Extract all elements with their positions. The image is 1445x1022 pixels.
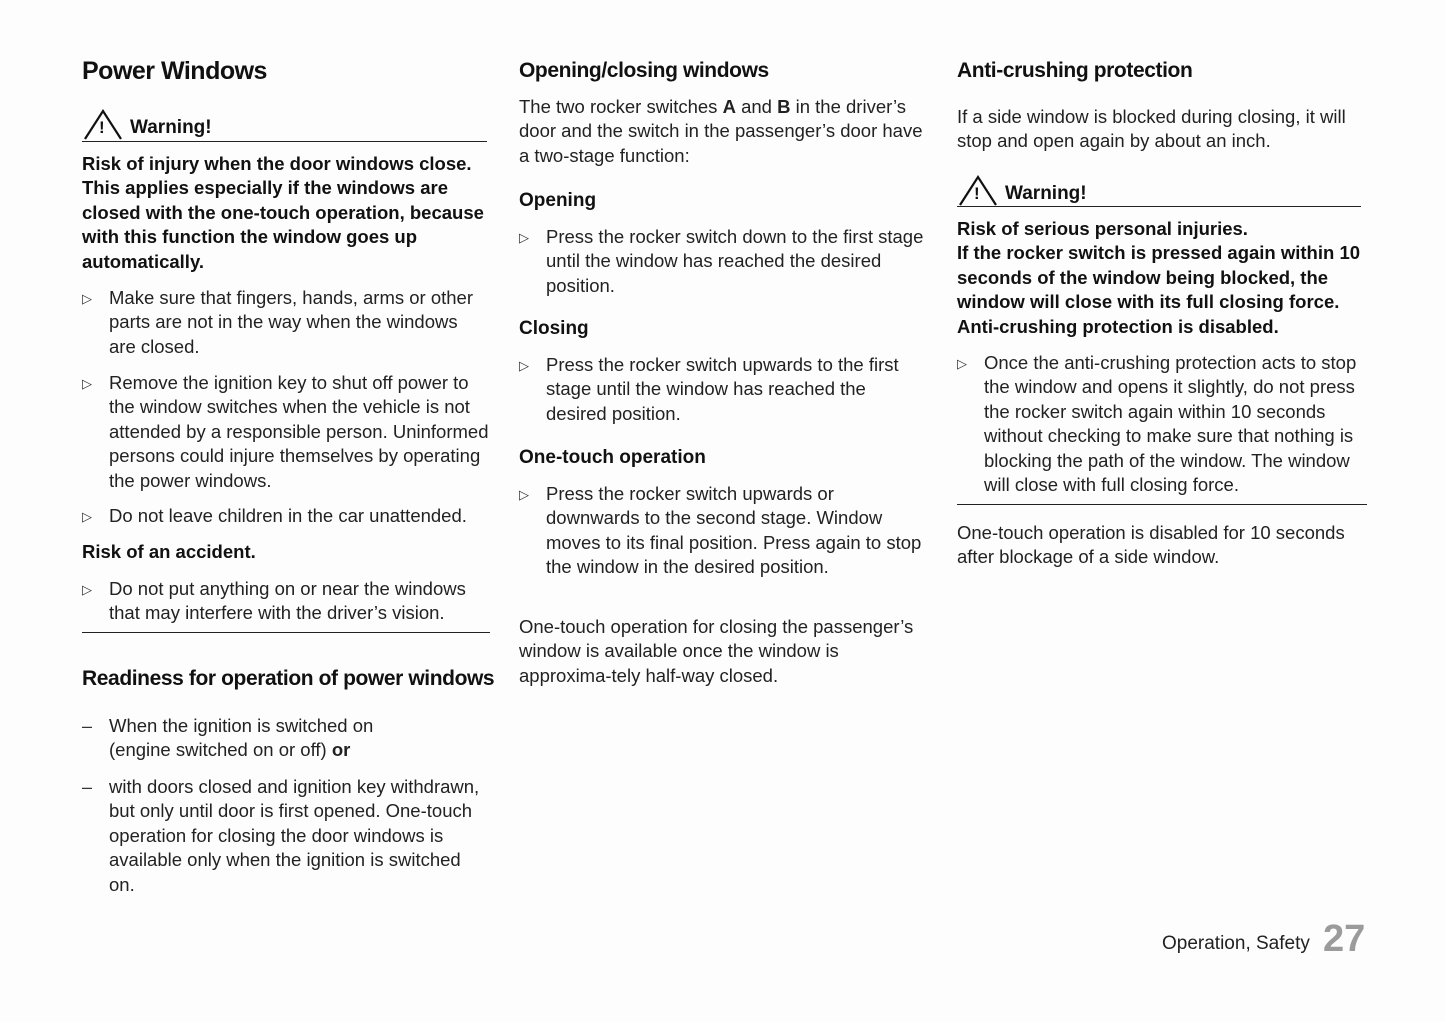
- list-item: [82, 577, 479, 626]
- page-title: Power Windows: [82, 57, 267, 85]
- list-item-text: Press the rocker switch down to the first stage until the window has reached the desired position.: [546, 226, 924, 296]
- list-item-text: (engine switched on or off): [109, 739, 332, 761]
- warning-text-line: If the rocker switch is pressed again within 10 seconds of the window being blocked, the window will close with its full closing force. Anti-crushing protection is disabled.: [957, 242, 1361, 337]
- triangle-bullet-icon: ▷: [519, 358, 529, 373]
- one-touch-note: One-touch operation for closing the passenger’s window is available once the window is approxima-tely half-way closed.: [519, 616, 914, 686]
- triangle-bullet-icon: ▷: [82, 291, 92, 306]
- dash-bullet: –: [82, 777, 93, 797]
- one-touch-disabled-note: One-touch operation is disabled for 10 seconds after blockage of a side window.: [957, 522, 1345, 568]
- list-item-text: with doors closed and ignition key withdrawn, but only until door is first opened. One-touch operation for closing the door windows is available only when the ignition is switched on.: [109, 776, 480, 895]
- list-item-text: Do not put anything on or near the windows that may interfere with the driver’s vision.: [109, 578, 466, 624]
- intro-text: and: [735, 96, 778, 117]
- triangle-bullet-icon: ▷: [519, 487, 529, 502]
- triangle-bullet-icon: ▷: [82, 509, 92, 524]
- svg-text:!: !: [99, 118, 105, 137]
- footer-section-label: Operation, Safety: [1162, 933, 1310, 954]
- warning-header: [82, 108, 488, 140]
- list-item: [82, 714, 489, 763]
- list-item: [957, 351, 1362, 497]
- emphasis-or: or: [331, 739, 351, 761]
- triangle-bullet-icon: ▷: [957, 356, 967, 371]
- list-item-text: Remove the ignition key to shut off power to the window switches when the vehicle is not attended by a responsible person. Uninformed persons could injure themselves by operating the power windows.: [109, 372, 489, 491]
- intro-text: in the driver’s door and the switch in the passenger’s door have a two-stage function:: [519, 96, 923, 166]
- list-item: [519, 225, 926, 298]
- list-item: [82, 371, 489, 493]
- divider: [957, 504, 1367, 505]
- divider: [957, 206, 1361, 207]
- intro-paragraph: [519, 95, 929, 168]
- svg-text:!: !: [974, 184, 980, 203]
- divider: [82, 632, 490, 633]
- section-heading-readiness: Readiness for operation of power windows: [82, 667, 495, 690]
- list-item-text: Press the rocker switch upwards to the first stage until the window has reached the desired position.: [546, 354, 899, 424]
- switch-b-label: B: [777, 96, 791, 117]
- warning-triangle-icon: [957, 174, 1001, 206]
- page-number: 27: [1323, 918, 1366, 960]
- intro-text: The two rocker switches: [519, 96, 723, 117]
- triangle-bullet-icon: ▷: [82, 376, 92, 391]
- section-heading-opening-closing: Opening/closing windows: [519, 59, 769, 82]
- warning-label: Warning!: [1005, 183, 1087, 204]
- subheading-one-touch: One-touch operation: [519, 447, 706, 468]
- risk-heading: Risk of an accident.: [82, 541, 256, 562]
- switch-a-label: A: [722, 96, 736, 117]
- divider: [82, 141, 487, 142]
- list-item: [82, 775, 491, 897]
- warning-triangle-icon: [82, 108, 126, 140]
- triangle-bullet-icon: ▷: [519, 230, 529, 245]
- list-item-text: Press the rocker switch upwards or downwards to the second stage. Window moves to its final position. Press again to stop the window in the desired position.: [546, 483, 922, 578]
- section-heading-anti-crushing: Anti-crushing protection: [957, 59, 1193, 82]
- list-item-text: Do not leave children in the car unattended.: [109, 505, 467, 526]
- list-item-text: When the ignition is switched on: [109, 715, 374, 736]
- dash-bullet: –: [82, 716, 93, 736]
- warning-text-line: Risk of serious personal injuries.: [957, 218, 1248, 239]
- subheading-closing: Closing: [519, 318, 589, 339]
- subheading-opening: Opening: [519, 190, 597, 211]
- triangle-bullet-icon: ▷: [82, 582, 92, 597]
- warning-header: [957, 174, 1361, 206]
- list-item: [82, 286, 489, 359]
- list-item-text: Once the anti-crushing protection acts to stop the window and opens it slightly, do not press the rocker switch again within 10 seconds without checking to make sure that nothing is blocking the path of the window. The window will close with full closing force.: [984, 352, 1357, 496]
- list-item-text: Make sure that fingers, hands, arms or other parts are not in the way when the windows are closed.: [109, 287, 474, 357]
- warning-text: Risk of injury when the door windows close. This applies especially if the windows are closed with the one-touch operation, because with this function the window goes up automatically.: [82, 153, 484, 272]
- warning-label: Warning!: [130, 117, 212, 138]
- intro-paragraph: If a side window is blocked during closing, it will stop and open again by about an inch.: [957, 106, 1346, 152]
- list-item: [519, 353, 926, 426]
- list-item: [519, 482, 926, 580]
- warning-text: [957, 217, 1367, 339]
- list-item: [82, 504, 489, 528]
